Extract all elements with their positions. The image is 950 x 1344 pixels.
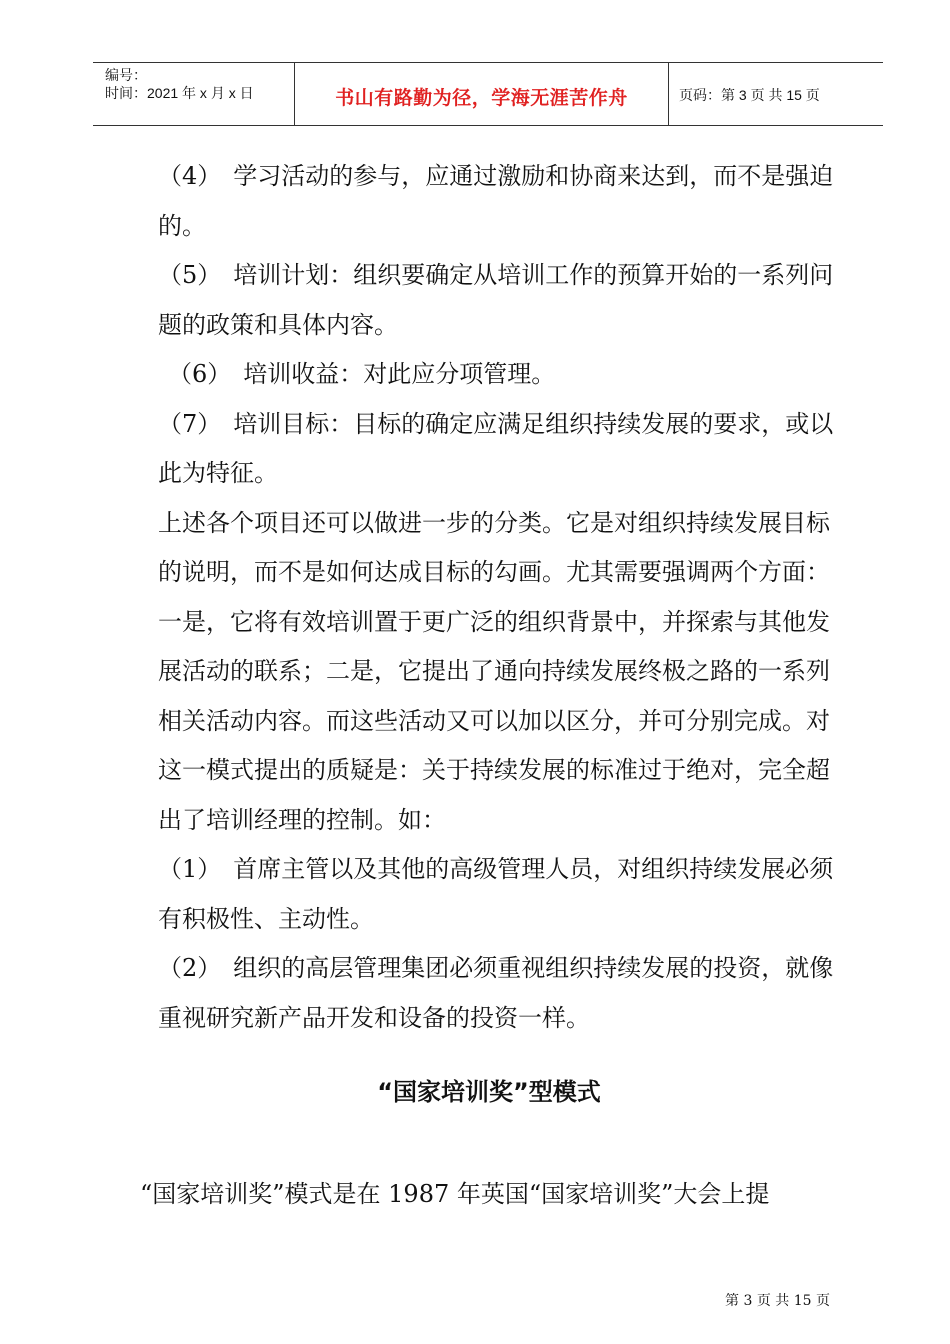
paragraph-item-6: （6） 培训收益：对此应分项管理。 bbox=[168, 360, 556, 388]
paragraph-item-2: （2） 组织的高层管理集团必须重视组织持续发展的投资，就像重视研究新产品开发和设备的投资一样。 bbox=[158, 954, 834, 1032]
page-header bbox=[93, 62, 883, 126]
paragraph-intro: “国家培训奖”模式是在 1987 年英国“国家培训奖”大会上提 bbox=[140, 1180, 770, 1208]
header-page-number: 页码：第 3 页 共 15 页 bbox=[679, 87, 820, 103]
motto-text: 书山有路勤为径，学海无涯苦作舟 bbox=[335, 87, 628, 109]
time-label: 时间：2021 年 x 月 x 日 bbox=[105, 85, 254, 101]
document-body bbox=[158, 152, 838, 1043]
paragraph-item-1: （1） 首席主管以及其他的高级管理人员，对组织持续发展必须有积极性、主动性。 bbox=[158, 855, 834, 933]
paragraph-item-7: （7） 培训目标：目标的确定应满足组织持续发展的要求，或以此为特征。 bbox=[158, 409, 834, 487]
paragraph-item-5: （5） 培训计划：组织要确定从培训工作的预算开始的一系列问题的政策和具体内容。 bbox=[158, 261, 834, 339]
paragraph-item-4: （4） 学习活动的参与，应通过激励和协商来达到，而不是强迫的。 bbox=[158, 162, 834, 240]
header-page-cell bbox=[669, 63, 883, 125]
code-label: 编号： bbox=[105, 67, 147, 83]
header-meta-cell bbox=[93, 63, 295, 125]
header-motto-cell bbox=[295, 63, 669, 125]
paragraph-summary: 上述各个项目还可以做进一步的分类。它是对组织持续发展目标的说明，而不是如何达成目标的勾画。尤其需要强调两个方面：一是，它将有效培训置于更广泛的组织背景中，并探索与其他发展活动的联系；二是，它提出了通向持续发展终极之路的一系列相关活动内容。而这些活动又可以加以区分，并可分别完成。对这一模式提出的质疑是：关于持续发展的标准过于绝对，完全超出了培训经理的控制。如： bbox=[158, 508, 830, 834]
section-title: “国家培训奖”型模式 bbox=[377, 1078, 601, 1106]
footer-page-number: 第 3 页 共 15 页 bbox=[725, 1293, 830, 1309]
